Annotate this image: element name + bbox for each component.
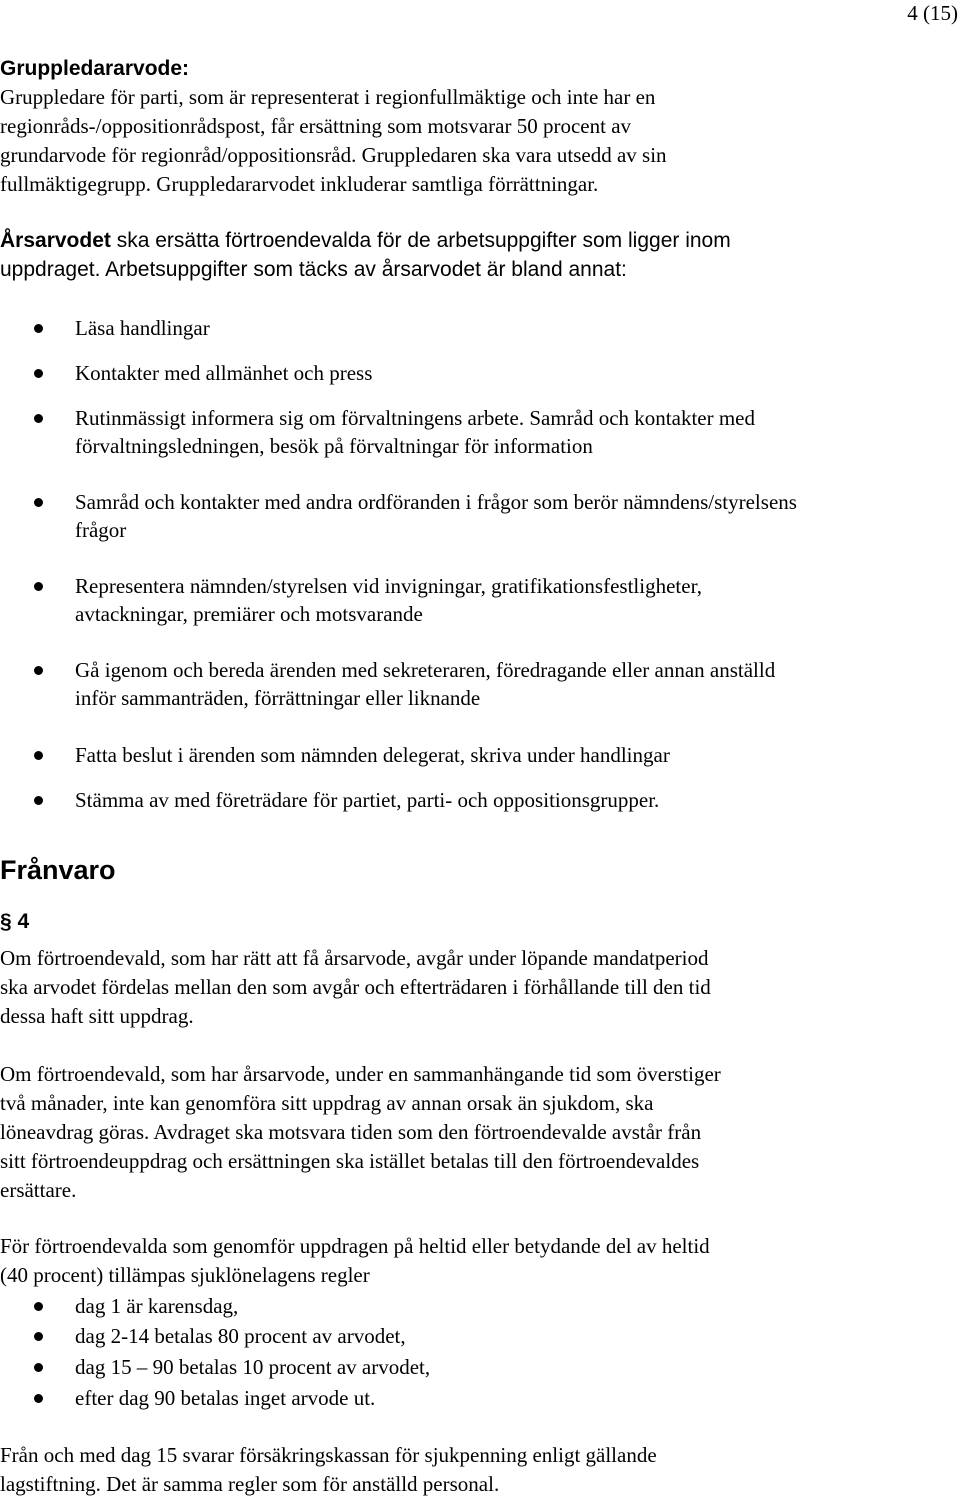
bullet-icon (34, 498, 43, 507)
paragraph-line: Från och med dag 15 svarar försäkringskassan för sjukpenning enligt gällande (0, 1443, 657, 1467)
section-number: § 4 (0, 910, 30, 933)
list-item: Samråd och kontakter med andra ordföranden i frågor som berör nämndens/styrelsens (75, 490, 797, 514)
bullet-icon (34, 751, 43, 760)
list-item-continuation: förvaltningsledningen, besök på förvaltningar för information (75, 434, 593, 458)
paragraph-line: För förtroendevalda som genomför uppdragen på heltid eller betydande del av heltid (0, 1234, 710, 1258)
bullet-icon (34, 1363, 43, 1372)
bullet-icon (34, 1394, 43, 1403)
paragraph-line: ersättare. (0, 1178, 77, 1202)
page-number: 4 (15) (907, 1, 958, 25)
list-item: Gå igenom och bereda ärenden med sekreteraren, föredragande eller annan anställd (75, 658, 776, 682)
paragraph-line: grundarvode för regionråd/oppositionsråd. Gruppledaren ska vara utsedd av sin (0, 143, 667, 167)
list-item: efter dag 90 betalas inget arvode ut. (75, 1386, 376, 1410)
paragraph-line: löneavdrag göras. Avdraget ska motsvara tiden som den förtroendevalde avstår från (0, 1120, 702, 1144)
bullet-icon (34, 1332, 43, 1341)
list-item: Läsa handlingar (75, 316, 210, 340)
paragraph-line: ska arvodet fördelas mellan den som avgår och efterträdaren i förhållande till den tid (0, 975, 711, 999)
bullet-icon (34, 414, 43, 423)
bullet-icon (34, 1302, 43, 1311)
list-item: dag 15 – 90 betalas 10 procent av arvodet, (75, 1355, 431, 1379)
paragraph-line: regionråds-/oppositionrådspost, får ersättning som motsvarar 50 procent av (0, 114, 632, 138)
list-item-continuation: avtackningar, premiärer och motsvarande (75, 602, 423, 626)
paragraph-line: fullmäktigegrupp. Gruppledararvodet inkluderar samtliga förrättningar. (0, 172, 599, 196)
list-item-continuation: frågor (75, 518, 127, 542)
list-item: dag 2-14 betalas 80 procent av arvodet, (75, 1324, 406, 1348)
list-item: Representera nämnden/styrelsen vid invigningar, gratifikationsfestligheter, (75, 574, 702, 598)
list-item: Kontakter med allmänhet och press (75, 361, 373, 385)
list-item-continuation: inför sammanträden, förrättningar eller liknande (75, 686, 481, 710)
paragraph-line: Om förtroendevald, som har årsarvode, under en sammanhängande tid som överstiger (0, 1062, 721, 1086)
paragraph-line: Gruppledare för parti, som är representerat i regionfullmäktige och inte har en (0, 85, 656, 109)
bullet-icon (34, 369, 43, 378)
paragraph-line: dessa haft sitt uppdrag. (0, 1004, 194, 1028)
bullet-icon (34, 796, 43, 805)
paragraph-line: två månader, inte kan genomföra sitt uppdrag av annan orsak än sjukdom, ska (0, 1091, 654, 1115)
list-item: Fatta beslut i ärenden som nämnden delegerat, skriva under handlingar (75, 743, 670, 767)
paragraph-line: (40 procent) tillämpas sjuklönelagens regler (0, 1263, 370, 1287)
text-run: ska ersätta förtroendevalda för de arbetsuppgifter som ligger inom (110, 229, 731, 252)
bullet-icon (34, 324, 43, 333)
list-item: dag 1 är karensdag, (75, 1294, 239, 1318)
list-item: Rutinmässigt informera sig om förvaltningens arbete. Samråd och kontakter med (75, 406, 755, 430)
paragraph-line: lagstiftning. Det är samma regler som för anställd personal. (0, 1472, 500, 1496)
paragraph-line: sitt förtroendeuppdrag och ersättningen ska istället betalas till den förtroendevaldes (0, 1149, 700, 1173)
list-item: Stämma av med företrädare för partiet, parti- och oppositionsgrupper. (75, 788, 660, 812)
bullet-icon (34, 666, 43, 675)
bold-term: Årsarvodet (0, 229, 111, 252)
paragraph-line: uppdraget. Arbetsuppgifter som täcks av årsarvodet är bland annat: (0, 258, 627, 281)
section-title-gruppledararvode: Gruppledararvode: (0, 57, 190, 80)
paragraph-line (0, 226, 731, 255)
heading-franvaro: Frånvaro (0, 855, 116, 885)
bullet-icon (34, 582, 43, 591)
paragraph-line: Om förtroendevald, som har rätt att få årsarvode, avgår under löpande mandatperiod (0, 946, 709, 970)
